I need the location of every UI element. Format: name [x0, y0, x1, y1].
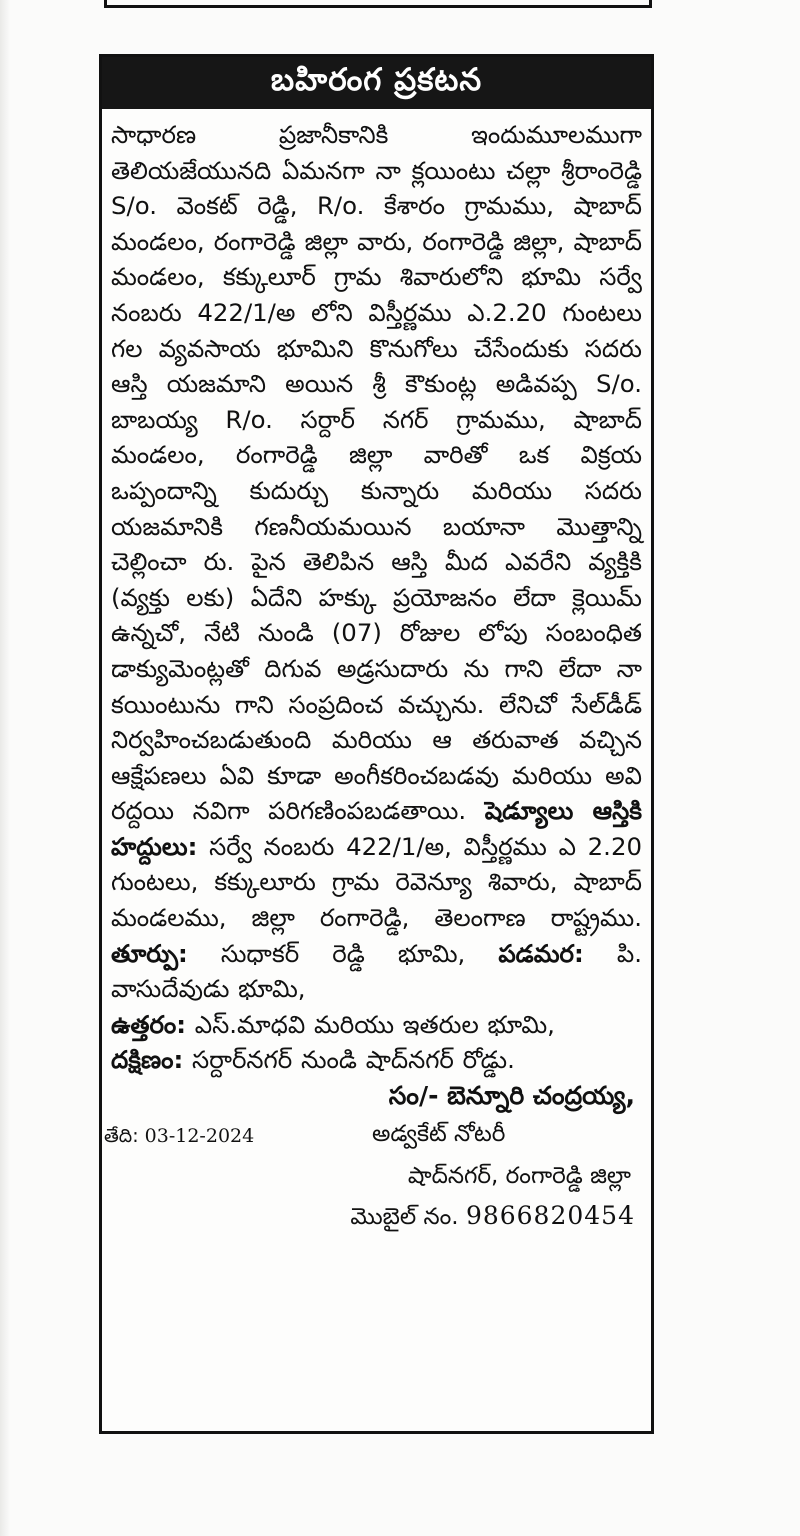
schedule-line: సర్వే నంబరు 422/1/అ, విస్తీర్ణము [209, 831, 547, 861]
body-line: గుంటలు గల వ్యవసాయ భూమిని కొనుగోలు [111, 297, 642, 363]
public-notice [99, 54, 654, 1434]
mobile-number: 9866820454 [465, 1201, 635, 1231]
east-label: తూర్పు: [111, 938, 188, 968]
body-line: వారు, రంగారెడ్డి జిల్లా, షాబాద్ మండలం, [111, 226, 642, 292]
notice-title: బహిరంగ ప్రకటన [270, 61, 483, 98]
body-line: లకు) ఏదేని హక్కు ప్రయోజనం లేదా క్లెయిమ్ [186, 582, 642, 612]
body-line: కక్కులూర్ గ్రామ శివారులోని భూమి సర్వే [222, 262, 642, 292]
body-line: ఉన్నచో, నేటి నుండి (07) రోజుల లోపు [111, 618, 528, 648]
schedule-heading: షెడ్యూలు ఆస్తికి [484, 796, 642, 826]
date-line [104, 1118, 254, 1154]
body-line: చేసేందుకు సదరు ఆస్తి యజమాని అయిన శ్రీ [111, 333, 643, 399]
signatory-place: షాద్‌నగర్, రంగారెడ్డి జిల్లా [407, 1163, 631, 1190]
schedule-line: శివారు, షాబాద్ మండలము, జిల్లా రంగారెడ్డి, [111, 867, 642, 933]
body-line: తెలియజేయునది ఏమనగా నా క్లయింటు చల్లా [111, 155, 551, 185]
north-boundary: ఎస్.మాధవి మరియు ఇతరుల భూమి, [194, 1009, 555, 1039]
north-label: ఉత్తరం: [111, 1009, 187, 1039]
body-line: నగర్ గ్రామము, షాబాద్ మండలం, రంగారెడ్డి [111, 404, 642, 470]
body-line: మరియు ఆ తరువాత వచ్చిన ఆక్షేపణలు ఏవి [111, 725, 642, 790]
body-line: నంబరు 422/1/అ లోని విస్తీర్ణము ఎ.2.20 [111, 297, 547, 327]
body-line: కున్నారు మరియు సదరు యజమానికి [111, 475, 642, 541]
body-line: శ్రీరాంరెడ్డి S/o. వెంకట్ రెడ్డి, R/o. కేశారం [111, 155, 642, 221]
south-label: దక్షిణం: [111, 1045, 184, 1075]
notice-title-bar [102, 57, 651, 109]
body-line: కూడా అంగీకరించబడవు మరియు అవి రద్దయి [111, 760, 642, 826]
mobile-line [350, 1198, 635, 1235]
east-boundary-cont: భూమి, [397, 938, 466, 968]
date-label: తేది: [104, 1125, 139, 1148]
body-line: నవిగా పరిగణింపబడతాయి. [192, 796, 467, 826]
mobile-label: మొబైల్ నం. [350, 1204, 459, 1231]
signatory-name: సం/- బెన్నూరి చంద్రయ్య, [388, 1081, 635, 1111]
notice-body [102, 109, 651, 1078]
body-line: వచ్చును. లేనిచో సేల్‌డీడ్ నిర్వహించబడుతుంది [111, 689, 642, 755]
boundaries-heading: హద్దులు: [111, 831, 198, 861]
west-label: పడమర: [498, 938, 584, 968]
body-line: సాధారణ ప్రజానీకానికి ఇందుమూలముగా [111, 120, 642, 149]
body-line: ను గాని లేదా నా కయింటును గాని సంప్రదించ [111, 653, 642, 719]
schedule-line: ఎ 2.20 గుంటలు, కక్కులూరు గ్రామ రెవెన్యూ [111, 831, 642, 897]
previous-notice-border [104, 0, 652, 8]
body-line: రు. పైన తెలిపిన ఆస్తి మీద ఎవరేని వ్యక్తికి (వ్యక్తు [111, 547, 642, 612]
south-boundary: సర్దార్‌నగర్ నుండి షాద్‌నగర్ రోడ్డు. [191, 1045, 515, 1075]
body-line: కౌకుంట్ల అడివప్ప S/o. బాబయ్య R/o. సర్దార్ [111, 369, 642, 434]
east-boundary: సుధాకర్ రెడ్డి [220, 938, 365, 968]
signatory-title: అడ్వకేట్ నోటరీ [372, 1121, 506, 1148]
schedule-line: తెలంగాణ రాష్ట్రము. [434, 903, 642, 933]
body-line: జిల్లా వారితో ఒక విక్రయ ఒప్పందాన్ని కుదుర్చు [111, 440, 642, 505]
body-line: గణనీయమయిన బయానా మొత్తాన్ని చెల్లించా [111, 511, 642, 577]
clipping-edge [0, 0, 10, 1536]
west-boundary: పి. వాసుదేవుడు భూమి, [111, 938, 642, 1004]
signature-block [102, 1078, 651, 1248]
body-line: సంబంధిత డాక్యుమెంట్లతో దిగువ అడ్రసుదారు [111, 618, 642, 683]
body-line: గ్రామము, షాబాద్ మండలం, రంగారెడ్డి జిల్లా [111, 191, 642, 256]
notice-date: 03-12-2024 [144, 1125, 255, 1148]
